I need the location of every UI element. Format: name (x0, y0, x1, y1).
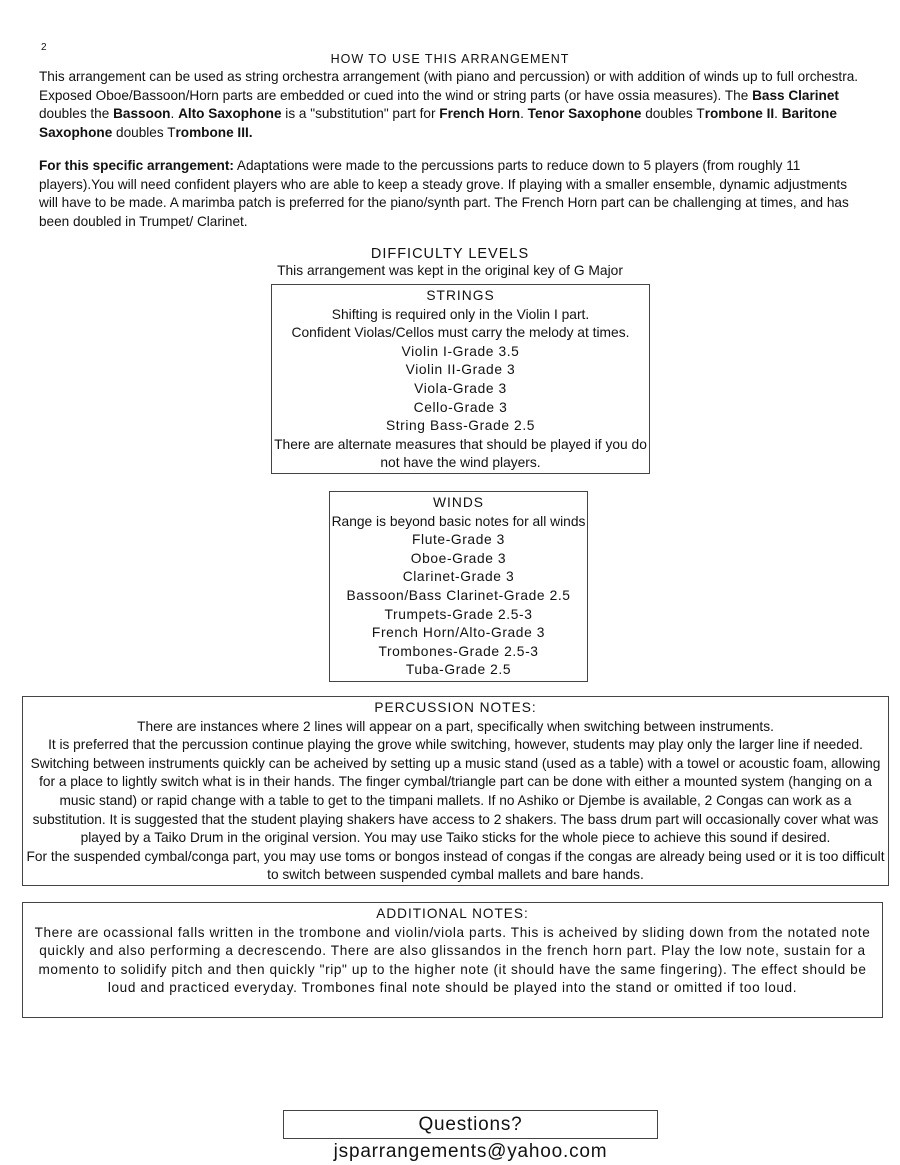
strings-line: Violin II-Grade 3 (405, 362, 516, 378)
winds-line: Flute-Grade 3 (412, 532, 505, 548)
additional-notes-title: ADDITIONAL NOTES: (376, 906, 529, 921)
winds-line: Bassoon/Bass Clarinet-Grade 2.5 (346, 587, 571, 603)
strings-title: STRINGS (426, 288, 495, 303)
winds-line: Clarinet-Grade 3 (402, 569, 515, 585)
strings-line: There are alternate measures that should be played if you do not have the wind players. (274, 436, 647, 471)
difficulty-title: DIFFICULTY LEVELS (370, 246, 530, 262)
how-to-title: HOW TO USE THIS ARRANGEMENT (330, 52, 570, 66)
winds-title: WINDS (433, 495, 484, 510)
winds-line: Trumpets-Grade 2.5-3 (384, 606, 533, 622)
winds-line: French Horn/Alto-Grade 3 (371, 625, 546, 641)
percussion-notes-box (22, 696, 889, 886)
strings-line: Cello-Grade 3 (413, 399, 508, 415)
percussion-notes-line: It is preferred that the percussion continue playing the grove while switching, however, students may play only the larger line if needed. (48, 737, 863, 753)
winds-line: Range is beyond basic notes for all winds (331, 513, 586, 529)
strings-line: Viola-Grade 3 (414, 380, 507, 396)
contact-email[interactable]: Questions? jsparrangements@yahoo.com (283, 1110, 658, 1139)
percussion-notes-line: There are instances where 2 lines will appear on a part, specifically when switching between instruments. (137, 718, 774, 734)
strings-line: Shifting is required only in the Violin I part. (331, 306, 590, 322)
page-number: 2 (41, 42, 47, 53)
strings-line: String Bass-Grade 2.5 (385, 418, 536, 434)
winds-line: Tuba-Grade 2.5 (405, 662, 512, 678)
percussion-notes-line: For the suspended cymbal/conga part, you may use toms or bongos instead of congas if the congas are already being used or it is too difficult to switch between suspended cymbal mallets and bare hands. (26, 848, 885, 883)
winds-box (329, 491, 588, 682)
winds-line: Trombones-Grade 2.5-3 (378, 643, 539, 659)
strings-line: Confident Violas/Cellos must carry the melody at times. (291, 325, 630, 341)
how-to-paragraph-1: This arrangement can be used as string orchestra arrangement (with piano and percussion) or with addition of winds up to full orchestra. Exposed Oboe/Bassoon/Horn parts are embedded or cued into the wind or string parts (or have ossia measures). The Bass Clarinet doubles the Bassoon. Alto Saxophone is a "substitution" part for French Horn. Tenor Saxophone doubles Trombone II. Baritone Saxophone doubles Trombone III. (39, 69, 859, 140)
winds-line: Oboe-Grade 3 (410, 550, 507, 566)
percussion-notes-line: Switching between instruments quickly can be acheived by setting up a music stand (used as a table) with a towel or acoustic foam, allowing for a place to lightly switch what is in their hands. The finger cymbal/triangle part can be done with either a mounted system (hanging on a music stand) or rapid change with a table to get to the timpani mallets. If no Ashiko or Djembe is available, 2 Congas can work as a substitution. It is suggested that the student playing shakers have access to 2 shakers. The bass drum part will occasionally cover what was played by a Taiko Drum in the original version. You may use Taiko sticks for the whole piece to achieve this sound if desired. (30, 755, 881, 846)
additional-notes-box (22, 902, 883, 1018)
difficulty-subtitle: This arrangement was kept in the original key of G Major (277, 263, 623, 278)
additional-notes-text: There are ocassional falls written in the trombone and violin/viola parts. This is acheived by sliding down from the notated note quickly and also performing a decrescendo. There are also glissandos in the french horn part. Play the low note, sustain for a momento to solidify pitch and then quickly "rip" up to the higher note (it should have the same fingering). The effect should be loud and practiced everyday. Trombones final note should be played into the stand or omitted if too loud. (34, 924, 871, 996)
strings-box (271, 284, 650, 474)
how-to-paragraph-2: For this specific arrangement: Adaptations were made to the percussions parts to reduce down to 5 players (from roughly 11 players).You will need confident players who are able to keep a steady grove. If playing with a smaller ensemble, dynamic adjustments will have to be made. A marimba patch is preferred for the piano/synth part. The French Horn part can be challenging at times, and has been doubled in Trumpet/ Clarinet. (39, 158, 849, 229)
strings-line: Violin I-Grade 3.5 (401, 343, 520, 359)
percussion-notes-title: PERCUSSION NOTES: (374, 700, 537, 715)
